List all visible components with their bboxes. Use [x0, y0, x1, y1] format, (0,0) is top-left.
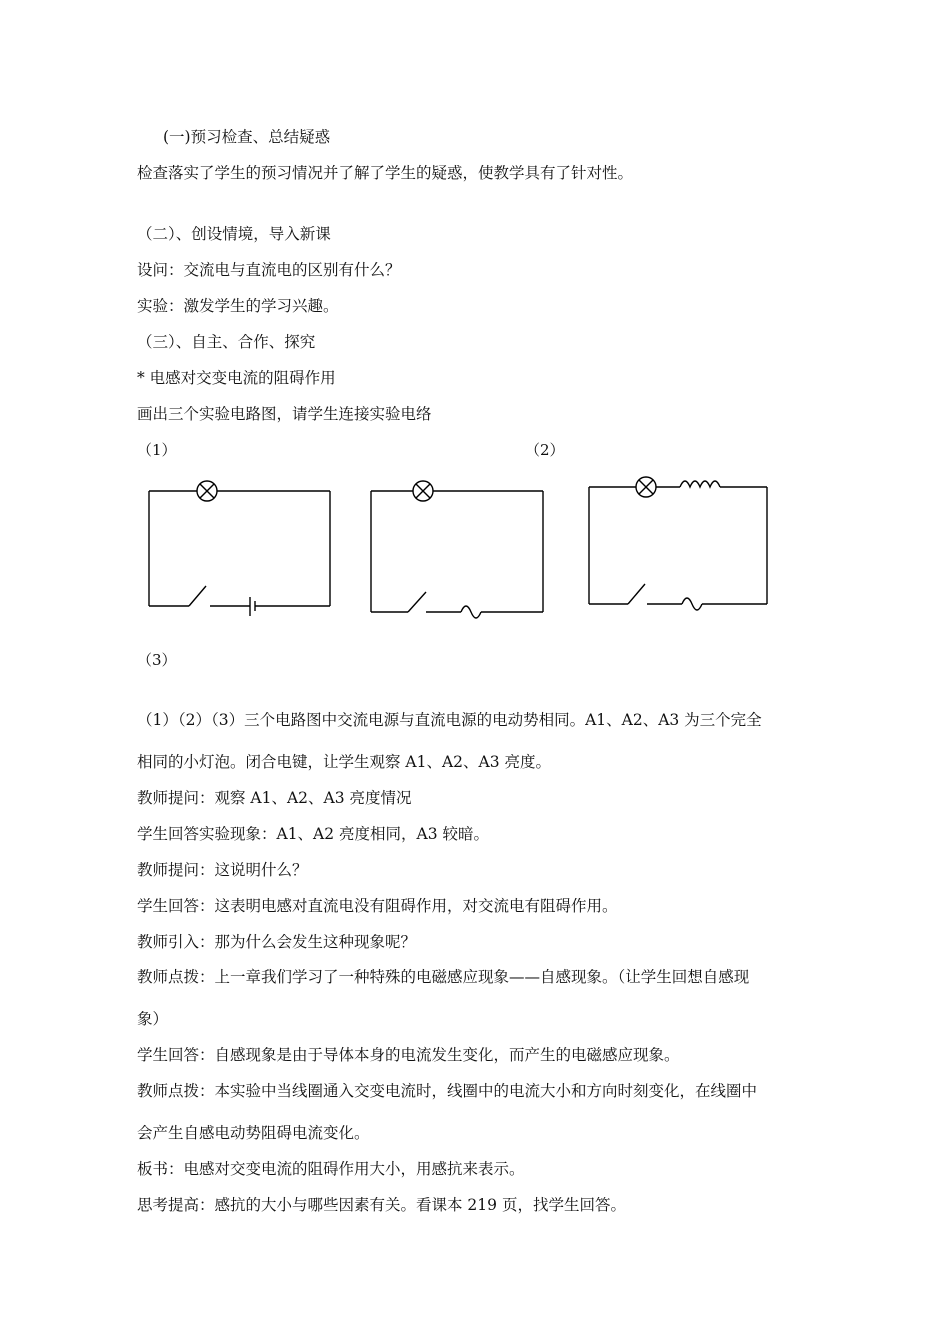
circuit-label-3: （3）: [137, 651, 177, 669]
paragraph: 设问：交流电与直流电的区别有什么？: [137, 261, 401, 279]
circuit-label-1: （1）: [137, 441, 177, 459]
paragraph: 画出三个实验电路图，请学生连接实验电络: [137, 405, 432, 423]
paragraph: 学生回答：自感现象是由于导体本身的电流发生变化，而产生的电磁感应现象。: [137, 1046, 680, 1064]
paragraph: 会产生自感电动势阻碍电流变化。: [137, 1124, 370, 1142]
circuit-diagrams: [0, 470, 950, 620]
paragraph: 检查落实了学生的预习情况并了解了学生的疑惑，使教学具有了针对性。: [137, 164, 634, 182]
paragraph: 教师点拨：本实验中当线圈通入交变电流时，线圈中的电流大小和方向时刻变化，在线圈中: [137, 1082, 758, 1100]
paragraph: 实验：激发学生的学习兴趣。: [137, 297, 339, 315]
paragraph: 教师点拨：上一章我们学习了一种特殊的电磁感应现象——自感现象。（让学生回想自感现: [137, 968, 750, 986]
paragraph: （1）（2）（3）三个电路图中交流电源与直流电源的电动势相同。A1、A2、A3 为三个完全: [137, 711, 762, 729]
switch-icon: [189, 586, 206, 606]
paragraph: 教师引入：那为什么会发生这种现象呢？: [137, 933, 417, 951]
paragraph: 教师提问：这说明什么？: [137, 861, 308, 879]
ac-source-icon: [682, 598, 702, 610]
circuit-2-ac: [371, 481, 543, 618]
section-heading-situation: （二）、创设情境，导入新课: [137, 225, 331, 243]
ac-source-icon: [461, 606, 481, 618]
paragraph: 学生回答实验现象：A1、A2 亮度相同，A3 较暗。: [137, 825, 490, 843]
section-heading-explore: （三）、自主、合作、探究: [137, 333, 316, 351]
section-heading-preview: (一)预习检查、总结疑惑: [163, 128, 331, 146]
circuit-1-dc: [149, 481, 330, 616]
circuit-3-ac-inductor: [589, 477, 767, 610]
paragraph: 思考提高：感抗的大小与哪些因素有关。看课本 219 页，找学生回答。: [137, 1196, 626, 1214]
paragraph: 相同的小灯泡。闭合电键，让学生观察 A1、A2、A3 亮度。: [137, 753, 552, 771]
paragraph: 学生回答：这表明电感对直流电没有阻碍作用，对交流电有阻碍作用。: [137, 897, 618, 915]
switch-icon: [628, 584, 645, 604]
paragraph: 象）: [137, 1010, 169, 1028]
topic-line: * 电感对交变电流的阻碍作用: [137, 369, 336, 387]
circuit-label-2: （2）: [525, 441, 565, 459]
paragraph: 教师提问：观察 A1、A2、A3 亮度情况: [137, 789, 412, 807]
paragraph: 板书：电感对交变电流的阻碍作用大小，用感抗来表示。: [137, 1160, 525, 1178]
inductor-coil-icon: [680, 481, 720, 487]
switch-icon: [408, 592, 426, 612]
